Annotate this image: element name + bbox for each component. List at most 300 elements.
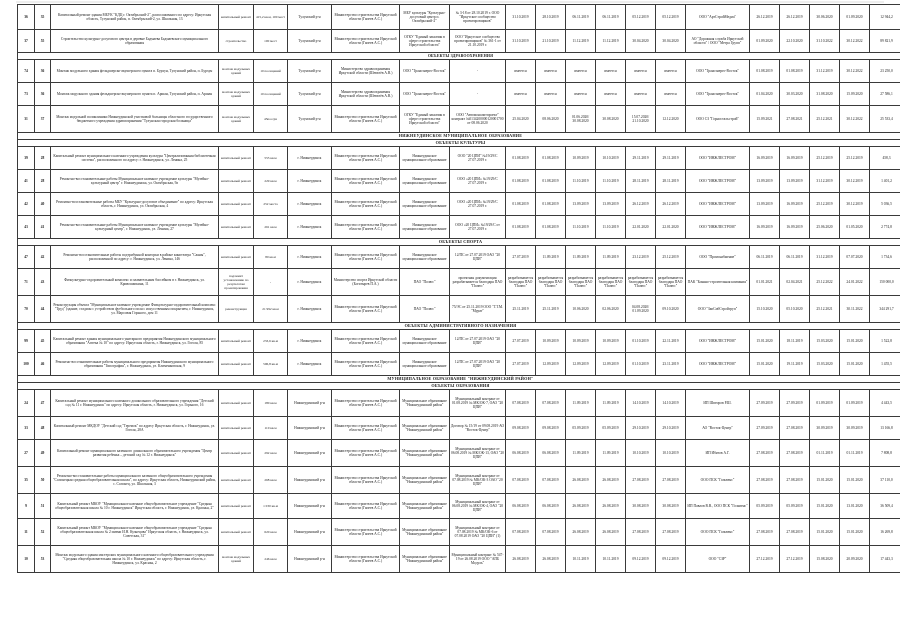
district: Нижнеудинский р-н [288,546,332,573]
date-cell: 27.07.2019 [506,330,536,353]
date-cell: 20.09.2020 [840,546,870,573]
capacity: 553 кв.м [254,147,288,170]
object-name: Ремонтно-восстановительные работы Муниципальное казенное учреждение культуры "Музейно-культурный центр" г. Нижнеудинска, ул. Октябрьская, 9а [51,170,219,193]
date-cell: 15.01.2020 [810,519,840,546]
date-cell: 07.08.2019 [536,467,566,494]
balance-holder: Муниципальное образование "Нижнеудинский район" [400,390,450,417]
customer: Министерство строительства Иркутской области (Гапеев А.С.) [332,417,400,440]
object-code: 52 [35,519,51,546]
date-cell: 15.01.2020 [750,353,780,376]
date-cell: 27.08.2019 [626,519,656,546]
customer: Министерство строительства Иркутской области (Гапеев А.С.) [332,5,400,30]
design-contract: Договор № 15/19 от 09.08.2019 АО "Восток-Центр" [450,417,506,440]
date-cell: 30.03.2020 [780,83,810,106]
row-number: 31 [18,106,35,133]
table-row [18,83,900,106]
date-cell: 05.12.2019 [626,5,656,30]
date-cell: 27.08.2019 [750,467,780,494]
date-cell: разрабатывается благодаря ПАО "Полюс" [596,269,626,296]
work-type: капитальный ремонт [219,519,254,546]
contractor: ООО "Промснабжение" [686,246,750,269]
work-type: капитальный ремонт [219,246,254,269]
capacity: 45пос/дн [254,106,288,133]
date-cell: имеется [656,83,686,106]
date-cell: 30.08.2019 [656,494,686,519]
date-cell: 15.08.2020 [810,546,840,573]
row-number: 35 [18,467,35,494]
date-cell: 10.09.2019 [566,330,596,353]
date-cell: 06.08.2019 [506,494,536,519]
date-cell: 10.11.2019 [566,546,596,573]
date-cell: 06.11.2019 [750,246,780,269]
cost-sum: 2 774,8 [870,216,900,239]
date-cell: 10.10.2019 [626,440,656,467]
date-cell: 26.08.2019 [566,519,596,546]
customer: Министерство строительства Иркутской области (Гапеев А.С.) [332,390,400,417]
date-cell: 05.09.2019 [780,494,810,519]
date-cell: 30.04.2020 [656,30,686,53]
balance-holder: Муниципальное образование "Нижнеудинский район" [400,467,450,494]
district: Нижнеудинский р-н [288,390,332,417]
capacity: 415,2 кв.м, 100 мест [254,5,288,30]
table-row [18,170,900,193]
table-row [18,5,900,30]
design-contract: № 3-18 от 28.10.2019 г. ООО "Иркутское сообщество проектировщиков" [450,5,506,30]
cost-sum: 1 455,5 [870,353,900,376]
row-number: 74 [18,60,35,83]
object-name: Монтаж модульного здания фельдшерско-акушерского пункта п. Бурхун, Тулунский район, п. Бурхун [51,60,219,83]
cost-sum: 23 250,0 [870,60,900,83]
work-type: монтаж модульных зданий [219,60,254,83]
object-name: Капитальный ремонт здания муниципального унитарного предприятия Нижнеудинского муниципального образования "Аптека № 10" по адресу: Иркутская область, г. Нижнеудинск, ул. Гоголя, 85 [51,330,219,353]
date-cell: 11.10.2019 [566,216,596,239]
date-cell: 25.12.2022 [810,269,840,296]
date-cell: 25.04.2020 [506,106,536,133]
date-cell: 26.08.2019 [536,546,566,573]
customer: Министерство строительства Иркутской области (Гапеев А.С.) [332,353,400,376]
row-number: 37 [18,30,35,53]
date-cell: 31.10.2019 [506,5,536,30]
work-type: капитальный ремонт [219,147,254,170]
cost-sum: 458,3 [870,147,900,170]
date-cell: 31.12.2019 [810,60,840,83]
work-type: капитальный ремонт [219,216,254,239]
date-cell: 01.08.2019 [536,216,566,239]
date-cell: 01.11.2019 [840,440,870,467]
date-cell: 11.09.2019 [596,440,626,467]
balance-holder: Нижнеудинское муниципальное образование [400,330,450,353]
table-row [18,417,900,440]
date-cell: 16.09.2019 [780,216,810,239]
work-type: капитальный ремонт [219,417,254,440]
date-cell: 27.09.2019 [750,417,780,440]
date-cell: 06.11.2019 [566,5,596,30]
date-cell: 26.08.2019 [596,467,626,494]
date-cell: 09.12.2019 [656,546,686,573]
date-cell: 13.09.2019 [780,170,810,193]
design-contract: Муниципальный контракт от 07.08.2019 № МК/ОК-6 от 07.08.2019 ОАО "20 ЦПИ" (1) [450,519,506,546]
date-cell: 16.09.2019 [780,193,810,216]
date-cell: имеется [536,60,566,83]
date-cell: 01.01.2021 [750,269,780,296]
date-cell: 12.09.2019 [566,353,596,376]
cost-sum: 150 000,0 [870,269,900,296]
object-code: 50 [35,467,51,494]
capacity: 252 места [254,193,288,216]
design-contract: ООО "Автомонолитпроект" контракт №0134200000120001700 от 08.06.2020 [450,106,506,133]
date-cell: 25.12.2019 [840,147,870,170]
date-cell: 15.01.2020 [840,467,870,494]
capacity: 180 кв.м [254,390,288,417]
cost-sum: 4 443,5 [870,390,900,417]
date-cell: 25.11.2019 [506,296,536,323]
date-cell: 30.08.2019 [626,494,656,519]
capacity: 261 кв.м [254,216,288,239]
date-cell: 25.11.2019 [536,296,566,323]
capacity: 292 кв.м [254,440,288,467]
table-row [18,30,900,53]
date-cell: 26.12.2019 [626,193,656,216]
date-cell: 30.04.2020 [626,30,656,53]
district: г. Нижнеудинск [288,193,332,216]
date-cell: 16.09.2019 [750,147,780,170]
row-number: 100 [18,353,35,376]
date-cell: 13.09.2019 [596,193,626,216]
capacity: 21 992 кв.м [254,296,288,323]
row-number: 70 [18,296,35,323]
date-cell: 05.12.2019 [656,5,686,30]
section-header-row [18,133,900,140]
contractor: АО "Восток-Центр" [686,417,750,440]
date-cell: 11.12.2019 [566,30,596,53]
contractor: ООО "ИНЖЛЕСТРОМ" [686,147,750,170]
date-cell: 01.05.2020 [840,216,870,239]
customer: Министерство строительства Иркутской области (Гапеев А.С.) [332,170,400,193]
section-header-row [18,53,900,60]
object-name: Ремонтно-восстановительные работы МБУ "Культурно-досуговое объединение" по адресу: Иркутская область, г. Нижнеудинск, ул. Октябрьская, 4 [51,193,219,216]
cost-sum: 36 509,4 [870,494,900,519]
date-cell: имеется [566,83,596,106]
date-cell: 12.09.2019 [596,353,626,376]
balance-holder: ПАО "Полюс" [400,269,450,296]
date-cell: имеется [596,60,626,83]
date-cell: 11.09.2019 [566,390,596,417]
cost-sum: 344 291,7 [870,296,900,323]
date-cell: 29.10.2019 [626,417,656,440]
date-cell: 15.01.2020 [810,494,840,519]
cost-sum: 7 808,8 [870,440,900,467]
cost-sum: 37 110,0 [870,467,900,494]
date-cell: 09.08.2019 [506,417,536,440]
object-name: Капитальный ремонт МКОУ "Муниципальное казенное общеобразовательное учреждение "Средняя общеобразовательная школа № 10 г. Нижнеудинск" Иркутская область, г. Нижнеудинск, ул. Краснья, 2" [51,494,219,519]
date-cell: 27.09.2019 [780,390,810,417]
date-cell: 15.01.2020 [840,519,870,546]
district: г. Нижнеудинск [288,269,332,296]
cost-sum: 12 944,2 [870,5,900,30]
date-cell: 22.01.2020 [626,216,656,239]
date-cell: 29.10.2019 [656,417,686,440]
date-cell: 11.09.2019 [566,246,596,269]
date-cell: 01.08.2019 [506,193,536,216]
row-number: 73 [18,83,35,106]
date-cell: 27.07.2019 [506,353,536,376]
object-code: 36 [35,60,51,83]
date-cell: 26.12.2019 [656,193,686,216]
date-cell: 11.09.2019 [596,390,626,417]
date-cell: 11.12.2019 [596,30,626,53]
cost-sum: 1 401,2 [870,170,900,193]
table-row [18,519,900,546]
work-type: монтаж модульных зданий [219,83,254,106]
object-name: Ремонтно-восстановительные работы Муниципальное казенное учреждение культуры "Музейно-культурный центр", г. Нижнеудинск, ул. Ленина, 27 [51,216,219,239]
date-cell: 09.10.2020 [656,296,686,323]
contractor: ООО "ИНЖЛЕСТРОМ" [686,170,750,193]
date-cell: 10.10.2019 [656,440,686,467]
balance-holder: Нижнеудинское муниципальное образование [400,216,450,239]
capacity: 1 030 кв.м [254,494,288,519]
date-cell: 30.11.2022 [840,296,870,323]
object-code: 44 [35,296,51,323]
date-cell: 27.08.2019 [656,519,686,546]
contractor: ООО ПСК "Гольвенс" [686,467,750,494]
date-cell: 06.08.2019 [536,494,566,519]
balance-holder: Муниципальное образование "Нижнеудинский район" [400,494,450,519]
design-contract: 12/ПС от 27.07.2019 ОАО "20 ЦПИ" [450,330,506,353]
balance-holder: ООО "Трансэнерго-Восток" [400,83,450,106]
date-cell: 28.11.2019 [656,170,686,193]
capacity: 233,6 кв.м [254,330,288,353]
date-cell: 15.03.2020 [810,330,840,353]
section-title: НИЖНЕУДИНСКОЕ МУНИЦИПАЛЬНОЕ ОБРАЗОВАНИЕ [18,133,900,140]
date-cell: 31.12.2019 [810,170,840,193]
row-number: 11 [18,519,35,546]
contractor: ООО СЗ "Горностальстрой" [686,106,750,133]
row-number: 10 [18,546,35,573]
date-cell: разрабатывается благодаря ПАО "Полюс" [536,269,566,296]
contractor: ИП Шпеоров Р.Ш. [686,390,750,417]
date-cell: 07.08.2019 [536,390,566,417]
date-cell: 27.08.2019 [750,440,780,467]
district: Нижнеудинский р-н [288,417,332,440]
date-cell: 01.08.2019 [536,193,566,216]
cost-sum: 17 443,3 [870,546,900,573]
object-name: Ремонтно-восстановительные работы подтрибунной конторки в районе кинотеатра "Саяны", расположенной по адресу: г. Нижнеудинск, ул. Ленина, 146 [51,246,219,269]
contractor: АО "Дорожная служба Иркутской области" / ООО "Метра Групп" [686,30,750,53]
work-type: капитальный ремонт [219,5,254,30]
object-name: Ремонтно-восстановительные работы муниципального казенного общеобразовательного учреждения "Солонецкая средняя общеобразовательная школа", по адресу: Иркутская область, Нижнеудинский район, с. Солонец, ул. Школьная, 3 [51,467,219,494]
capacity: 268 кв.м [254,467,288,494]
date-cell: имеется [566,60,596,83]
customer: Министерство спорта Иркутской области (Богатырев П.А.) [332,269,400,296]
date-cell: 22.11.2019 [656,330,686,353]
date-cell: имеется [656,60,686,83]
customer: Министерство строительства Иркутской области (Гапеев А.С.) [332,494,400,519]
cost-sum: 16 269,8 [870,519,900,546]
district: Тулунский р-н [288,106,332,133]
customer: Министерство строительства Иркутской области (Гапеев А.С.) [332,440,400,467]
object-code: 43 [35,269,51,296]
date-cell: 01.08.2019 [506,216,536,239]
date-cell: 01.08.2019 [506,147,536,170]
date-cell: 10.09.2019 [596,330,626,353]
date-cell: 27.08.2019 [626,467,656,494]
design-contract: 75/ЭС от 25.11.2019 ООО "Г.Т.М. "Мурат" [450,296,506,323]
table-row [18,330,900,353]
date-cell: разрабатывается благодаря ПАО "Полюс" [566,269,596,296]
date-cell: 15.07.2020/ 21.10.2020 [626,106,656,133]
contractor: ООО "ИНЖЛЕСТРОМ" [686,216,750,239]
date-cell: 07.08.2019 [506,467,536,494]
customer: Министерство строительства Иркутской области (Гапеев А.С.) [332,467,400,494]
date-cell: 01.08.2019 [506,170,536,193]
design-contract: Муниципальный контракт от 01.08.2019 № МК/ОК-7, ОАО "20 ЦПИ" [450,390,506,417]
date-cell: имеется [506,83,536,106]
object-code: 47 [35,390,51,417]
date-cell: 28.10.2019 [536,5,566,30]
date-cell: 11.09.2019 [596,246,626,269]
balance-holder: Муниципальное образование "Нижнеудинский район" [400,417,450,440]
object-code: 28 [35,170,51,193]
date-cell: 30.12.2019 [840,193,870,216]
customer: Министерство строительства Иркутской области (Гапеев А.С.) [332,30,400,53]
capacity: 100 мест [254,30,288,53]
row-number: 39 [18,147,35,170]
date-cell: 27.12.2019 [750,546,780,573]
object-name: Ремонтно-восстановительные работы муниципального предприятия Нижнеудинского муниципального образования "Типография", г. Нижнеудинск, ул. Клименковская, 9 [51,353,219,376]
contractor: ООО "ИНЖЛЕСТРОМ" [686,353,750,376]
date-cell: 13.09.2019 [566,193,596,216]
date-cell: 10.10.2019 [596,147,626,170]
date-cell: 01.10.2019 [626,353,656,376]
table-row [18,353,900,376]
table-row [18,494,900,519]
cost-sum: 25 533,4 [870,106,900,133]
date-cell: 02.04.2021 [780,269,810,296]
date-cell: 05.09.2019 [750,494,780,519]
district: г. Нижнеудинск [288,246,332,269]
date-cell: 01.06.2020/ 30.08.2020 [566,106,596,133]
date-cell: 27.08.2021 [780,106,810,133]
customer: Министерство строительства Иркутской области (Гапеев А.С.) [332,296,400,323]
date-cell: 21.10.2019 [536,30,566,53]
object-code: 37 [35,106,51,133]
date-cell: 27.08.2019 [780,417,810,440]
date-cell: 09.12.2019 [626,546,656,573]
object-code: 45 [35,330,51,353]
section-header-row [18,140,900,147]
date-cell: имеется [596,83,626,106]
date-cell: 22.10.2020 [780,30,810,53]
balance-holder: МБУ культуры "Культурно-досуговый центр п. Октябрьский-2" [400,5,450,30]
cost-sum: 1 522,8 [870,330,900,353]
work-type: монтаж модульных зданий [219,546,254,573]
date-cell: 24.01.2022 [840,269,870,296]
section-header-row [18,383,900,390]
date-cell: 27.07.2019 [506,246,536,269]
object-name: Капитальный ремонт МКДОУ "Детский сад "Теремок" по адресу Иркутская область, г. Нижнеудинск, ул. Гоголя, 28А [51,417,219,440]
work-type: капитальный ремонт [219,390,254,417]
date-cell: 12.12.2020 [656,106,686,133]
section-title: ОБЪЕКТЫ КУЛЬТУРЫ [18,140,900,147]
date-cell: 09.08.2019 [536,417,566,440]
date-cell: 31.12.2019 [810,246,840,269]
district: Нижнеудинский р-н [288,519,332,546]
contractor: ИП Павлов В.В., ООО ПСК "Гольвенс" [686,494,750,519]
row-number: 42 [18,193,35,216]
date-cell: 11.10.2019 [596,216,626,239]
section-header-row [18,239,900,246]
section-header-row [18,323,900,330]
date-cell: 25.12.2021 [810,106,840,133]
design-contract: ООО «20 ЦПИ» №19/29/С 27.07.2019 г. [450,193,506,216]
customer: Министерство строительства Иркутской области (Гапеев А.С.) [332,193,400,216]
date-cell: 16.09.2019 [780,147,810,170]
district: г. Нижнеудинск [288,170,332,193]
date-cell: 07.08.2019 [536,519,566,546]
table-row [18,269,900,296]
district: Нижнеудинский р-н [288,440,332,467]
contractor: ИП Ибятов А.Г. [686,440,750,467]
work-type: строительство [219,30,254,53]
capacity: 10 посещений [254,83,288,106]
date-cell: 05.10.2020 [780,296,810,323]
row-number: 27 [18,440,35,467]
date-cell: 06.08.2019 [506,440,536,467]
object-code: 28 [35,147,51,170]
date-cell: 07.08.2019 [506,519,536,546]
date-cell: имеется [626,60,656,83]
object-name: Монтаж модульного здания мастерских муниципального казенного общеобразовательного учреждения "Средняя общеобразовательная школа № 10 г. Нижнеудинск" по адресу: Иркутская область, г. Нижнеудинск, ул. Краснья, 2 [51,546,219,573]
date-cell: 10.09.2019 [536,330,566,353]
design-contract: Муниципальный контракт от 06.08.2019 № МК/ОК-4, ОАО "20 ЦПИ" [450,494,506,519]
design-contract: Муниципальный контракт от 06.08.2019 № МК/ОК-13, ОАО "20 ЦПИ" [450,440,506,467]
date-cell: 27.09.2019 [750,390,780,417]
object-code: 49 [35,440,51,467]
balance-holder: Нижнеудинское муниципальное образование [400,170,450,193]
date-cell: имеется [626,83,656,106]
contractor: ООО "ЗапСибСтройгруп" [686,296,750,323]
date-cell: 31.10.2022 [810,30,840,53]
customer: Министерство строительства Иркутской области (Гапеев А.С.) [332,546,400,573]
date-cell: 16.09.2019 [750,216,780,239]
capacity: 80 кв.м [254,246,288,269]
balance-holder: ПАО "Полюс" [400,296,450,323]
date-cell: 10.06.2020 [566,296,596,323]
date-cell: 26.08.2019 [596,519,626,546]
date-cell: 27.08.2019 [780,440,810,467]
cost-sum: 1 734,6 [870,246,900,269]
object-code: 42 [35,246,51,269]
balance-holder: Нижнеудинское муниципальное образование [400,353,450,376]
date-cell: 13.09.2019 [750,193,780,216]
district: Тулунский р-н [288,60,332,83]
date-cell: 27.08.2019 [656,467,686,494]
date-cell: 01.09.2020 [840,5,870,30]
customer: Министерство здравоохранения Иркутской области (Шевелёв А.В.) [332,60,400,83]
object-code: 36 [35,83,51,106]
date-cell: 31.08.2020 [810,83,840,106]
cost-sum: 27 586,1 [870,83,900,106]
date-cell: 27.08.2019 [750,519,780,546]
balance-holder: ОГКУ "Единый заказчик в сфере строительства Иркутской области" [400,30,450,53]
date-cell: 27.08.2019 [780,467,810,494]
row-number: 24 [18,390,35,417]
date-cell: 11.09.2019 [536,246,566,269]
date-cell: 31.10.2019 [506,30,536,53]
date-cell: 26.12.2019 [750,5,780,30]
date-cell: 15.01.2020 [840,330,870,353]
date-cell: 18.11.2019 [780,330,810,353]
